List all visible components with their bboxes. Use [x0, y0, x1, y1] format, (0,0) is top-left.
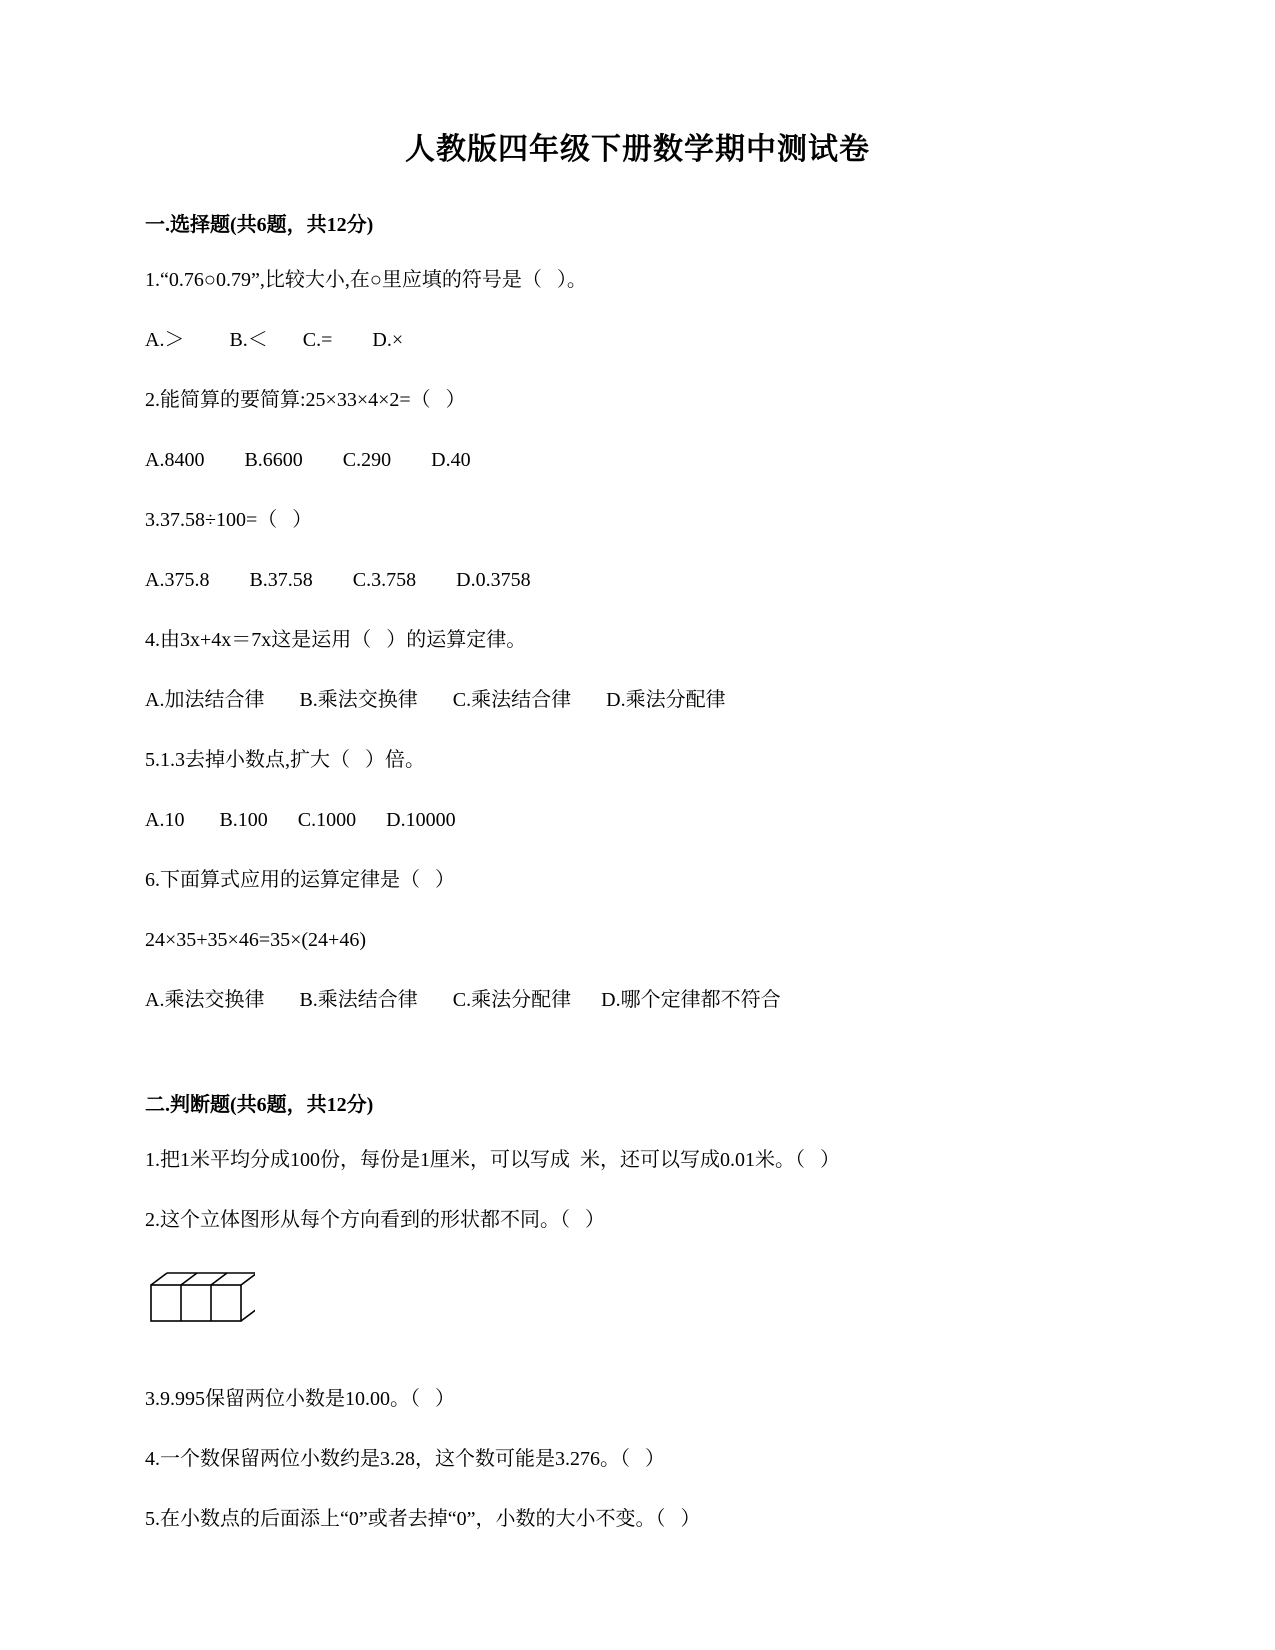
page-title: 人教版四年级下册数学期中测试卷	[405, 133, 870, 166]
question-5-text: 5.1.3去掉小数点,扩大（ ）倍。	[145, 749, 425, 771]
question-4-options: A.加法结合律 B.乘法交换律 C.乘法结合律 D.乘法分配律	[145, 689, 726, 711]
question-4-text: 4.由3x+4x＝7x这是运用（ ）的运算定律。	[145, 629, 527, 651]
question-2-options: A.8400 B.6600 C.290 D.40	[145, 449, 471, 471]
question-3-options: A.375.8 B.37.58 C.3.758 D.0.3758	[145, 569, 531, 591]
section-heading-truefalse: 二.判断题(共6题，共12分)	[145, 1094, 374, 1116]
tf-question-1: 1.把1米平均分成100份，每份是1厘米，可以写成 米，还可以写成0.01米。（ ）	[145, 1149, 840, 1171]
tf-question-2: 2.这个立体图形从每个方向看到的形状都不同。（ ）	[145, 1209, 605, 1231]
question-6-options: A.乘法交换律 B.乘法结合律 C.乘法分配律 D.哪个定律都不符合	[145, 989, 781, 1011]
question-6-expression: 24×35+35×46=35×(24+46)	[145, 929, 366, 951]
tf-question-4: 4.一个数保留两位小数约是3.28，这个数可能是3.276。（ ）	[145, 1448, 665, 1470]
question-6-text: 6.下面算式应用的运算定律是（ ）	[145, 869, 455, 891]
tf-question-5: 5.在小数点的后面添上“0”或者去掉“0”，小数的大小不变。（ ）	[145, 1508, 701, 1530]
tf-question-3: 3.9.995保留两位小数是10.00。（ ）	[145, 1388, 455, 1410]
question-1-options: A.＞ B.＜ C.= D.×	[145, 329, 404, 351]
cuboid-three-cubes-figure	[145, 1265, 1130, 1340]
question-5-options: A.10 B.100 C.1000 D.10000	[145, 809, 456, 831]
question-2-text: 2.能简算的要简算:25×33×4×2=（ ）	[145, 389, 466, 411]
question-3-text: 3.37.58÷100=（ ）	[145, 509, 313, 531]
section-heading-choice: 一.选择题(共6题，共12分)	[145, 214, 374, 236]
question-1-text: 1.“0.76○0.79”,比较大小,在○里应填的符号是（ ）。	[145, 269, 587, 291]
